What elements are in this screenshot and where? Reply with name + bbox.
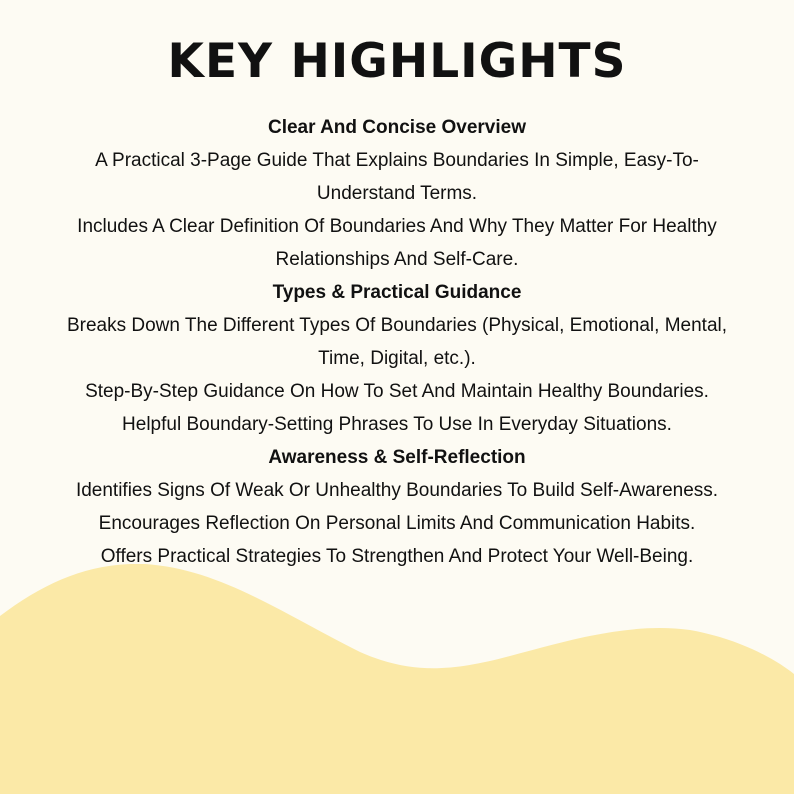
section-types-guidance: [40, 276, 754, 441]
highlight-line: Relationships And Self-Care.: [275, 249, 519, 270]
highlights-list: [40, 111, 754, 573]
highlight-line: Helpful Boundary-Setting Phrases To Use In Everyday Situations.: [122, 414, 672, 435]
page-title: KEY HIGHLIGHTS: [167, 34, 627, 89]
wave-shape: [0, 564, 794, 794]
section-overview: [40, 111, 754, 276]
highlight-line: A Practical 3-Page Guide That Explains Boundaries In Simple, Easy-To-: [95, 150, 699, 171]
section-heading: Awareness & Self-Reflection: [268, 447, 526, 468]
highlight-line: Identifies Signs Of Weak Or Unhealthy Boundaries To Build Self-Awareness.: [75, 480, 719, 501]
highlight-line: Offers Practical Strategies To Strengthen And Protect Your Well-Being.: [100, 546, 694, 567]
highlight-line: Step-By-Step Guidance On How To Set And Maintain Healthy Boundaries.: [85, 381, 709, 402]
section-awareness-reflection: [40, 441, 754, 573]
highlight-line: Breaks Down The Different Types Of Boundaries (Physical, Emotional, Mental,: [66, 315, 728, 336]
section-heading: Clear And Concise Overview: [267, 117, 526, 138]
decorative-wave: [0, 564, 794, 794]
highlight-line: Understand Terms.: [316, 183, 478, 204]
section-heading: Types & Practical Guidance: [272, 282, 522, 303]
highlight-line: Includes A Clear Definition Of Boundaries And Why They Matter For Healthy: [77, 216, 717, 237]
highlight-line: Time, Digital, etc.).: [318, 348, 476, 369]
highlight-line: Encourages Reflection On Personal Limits And Communication Habits.: [98, 513, 696, 534]
